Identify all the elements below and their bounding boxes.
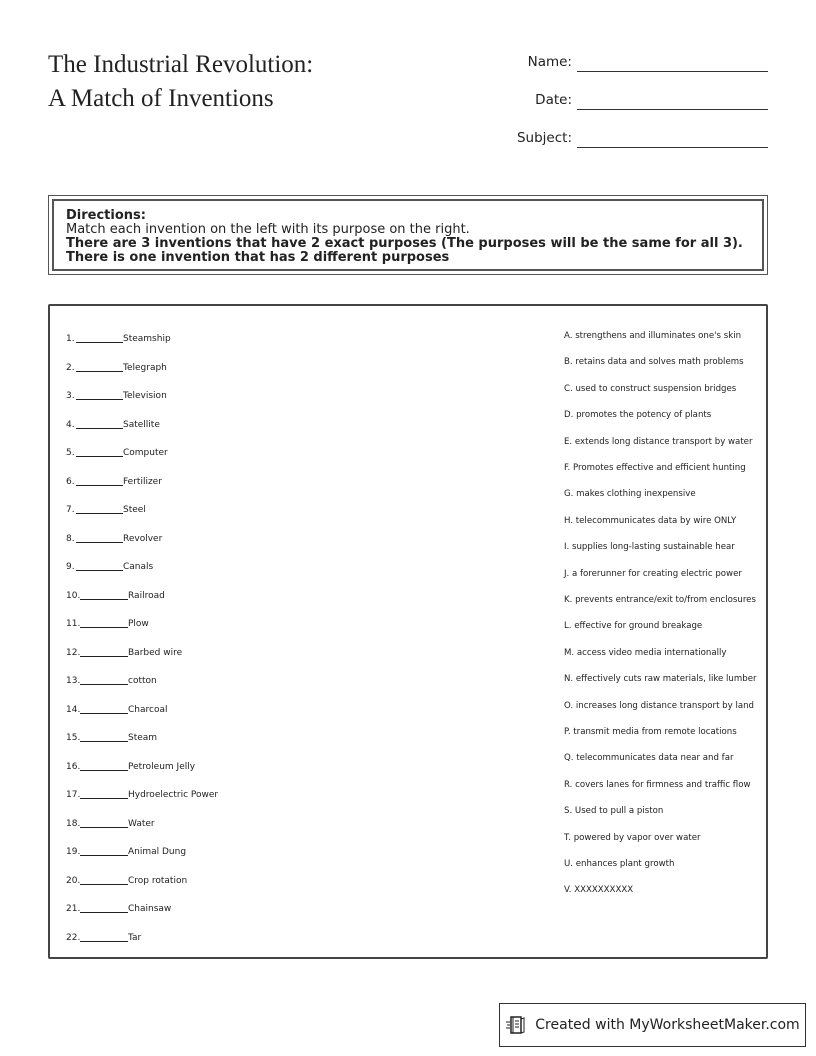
invention-number: 2. bbox=[66, 362, 75, 373]
invention-number: 15. bbox=[66, 733, 81, 743]
invention-row bbox=[66, 758, 306, 772]
footer-text: Created with MyWorksheetMaker.com bbox=[535, 1017, 800, 1033]
invention-number: 5. bbox=[66, 448, 75, 458]
invention-row bbox=[66, 729, 306, 743]
date-label: Date: bbox=[535, 92, 572, 108]
directions-line-1: Match each invention on the left with its purpose on the right. bbox=[66, 222, 470, 237]
invention-name: Chainsaw bbox=[128, 904, 172, 914]
invention-number: 22. bbox=[66, 932, 81, 943]
invention-number: 18. bbox=[66, 818, 81, 829]
invention-name: Plow bbox=[128, 619, 149, 629]
name-field[interactable] bbox=[468, 50, 768, 72]
purpose-item: L. effective for ground breakage bbox=[564, 621, 703, 632]
invention-number: 14. bbox=[66, 704, 81, 715]
invention-row bbox=[66, 701, 306, 715]
invention-number: 12. bbox=[66, 647, 81, 658]
name-line[interactable] bbox=[577, 71, 768, 72]
invention-name: Barbed wire bbox=[128, 647, 183, 658]
purpose-item: C. used to construct suspension bridges bbox=[564, 383, 737, 394]
invention-number: 9. bbox=[66, 562, 75, 572]
invention-name: Revolver bbox=[123, 533, 163, 544]
answer-blank[interactable] bbox=[76, 513, 123, 514]
purpose-item: H. telecommunicates data by wire ONLY bbox=[564, 515, 737, 526]
invention-number: 6. bbox=[66, 476, 75, 487]
invention-row bbox=[66, 359, 306, 373]
invention-number: 17. bbox=[66, 790, 81, 800]
answer-blank[interactable] bbox=[76, 371, 123, 372]
purpose-item: I. supplies long-lasting sustainable hear bbox=[564, 542, 735, 553]
purpose-item: F. Promotes effective and efficient hunting bbox=[564, 463, 746, 473]
answer-blank[interactable] bbox=[76, 485, 123, 486]
invention-number: 20. bbox=[66, 875, 81, 886]
invention-name: Steam bbox=[128, 733, 158, 743]
invention-name: Charcoal bbox=[128, 704, 168, 715]
answer-blank[interactable] bbox=[80, 684, 128, 685]
title-line-2: A Match of Inventions bbox=[48, 85, 274, 112]
subject-label: Subject: bbox=[516, 130, 572, 146]
invention-row bbox=[66, 444, 306, 458]
purpose-item: E. extends long distance transport by water bbox=[564, 436, 753, 447]
purpose-item: J. a forerunner for creating electric power bbox=[564, 568, 742, 579]
answer-blank[interactable] bbox=[80, 884, 128, 885]
answer-blank[interactable] bbox=[80, 912, 128, 913]
invention-name: Television bbox=[123, 391, 167, 401]
answer-blank[interactable] bbox=[76, 399, 123, 400]
directions-inner bbox=[52, 199, 764, 271]
footer-badge[interactable] bbox=[499, 1003, 806, 1047]
answer-blank[interactable] bbox=[80, 627, 128, 628]
invention-name: Steamship bbox=[123, 334, 171, 344]
answer-blank[interactable] bbox=[76, 342, 123, 343]
date-line[interactable] bbox=[577, 109, 768, 110]
answer-blank[interactable] bbox=[76, 542, 123, 543]
answer-blank[interactable] bbox=[80, 599, 128, 600]
invention-row bbox=[66, 387, 306, 401]
invention-row bbox=[66, 473, 306, 487]
invention-name: Railroad bbox=[128, 590, 165, 601]
invention-number: 21. bbox=[66, 904, 81, 914]
invention-number: 7. bbox=[66, 505, 75, 515]
invention-name: Crop rotation bbox=[128, 875, 188, 886]
directions-box bbox=[48, 195, 768, 275]
name-label: Name: bbox=[527, 54, 572, 70]
answer-blank[interactable] bbox=[80, 656, 128, 657]
answer-blank[interactable] bbox=[80, 855, 128, 856]
invention-name: Tar bbox=[128, 932, 142, 943]
purpose-item: K. prevents entrance/exit to/from enclosures bbox=[564, 595, 756, 605]
invention-row bbox=[66, 587, 306, 601]
invention-row bbox=[66, 615, 306, 629]
invention-row bbox=[66, 558, 306, 572]
purpose-item: M. access video media internationally bbox=[564, 647, 727, 658]
invention-row bbox=[66, 786, 306, 800]
subject-line[interactable] bbox=[577, 147, 768, 148]
purpose-item: O. increases long distance transport by land bbox=[564, 700, 755, 711]
invention-name: Petroleum Jelly bbox=[128, 761, 196, 772]
answer-blank[interactable] bbox=[76, 570, 123, 571]
title-line-1: The Industrial Revolution: bbox=[48, 51, 314, 78]
invention-row bbox=[66, 530, 306, 544]
purpose-item: V. XXXXXXXXXX bbox=[564, 885, 634, 896]
directions-line-2: There are 3 inventions that have 2 exact purposes (The purposes will be the same for all 3). bbox=[66, 236, 743, 251]
invention-number: 11. bbox=[66, 619, 81, 629]
purpose-item: U. enhances plant growth bbox=[564, 859, 675, 869]
invention-row bbox=[66, 929, 306, 943]
answer-blank[interactable] bbox=[80, 827, 128, 828]
purpose-item: R. covers lanes for firmness and traffic flow bbox=[564, 779, 751, 790]
invention-number: 16. bbox=[66, 761, 81, 772]
invention-number: 19. bbox=[66, 847, 81, 857]
worksheet-title bbox=[48, 48, 313, 116]
invention-name: Steel bbox=[123, 505, 146, 515]
purpose-item: B. retains data and solves math problems bbox=[564, 357, 744, 368]
book-logo-icon bbox=[505, 1014, 527, 1036]
directions-line-3: There is one invention that has 2 different purposes bbox=[66, 250, 450, 265]
purpose-item: G. makes clothing inexpensive bbox=[564, 489, 696, 500]
answer-blank[interactable] bbox=[80, 798, 128, 799]
purpose-item: T. powered by vapor over water bbox=[564, 832, 701, 843]
answer-blank[interactable] bbox=[80, 741, 128, 742]
invention-number: 10. bbox=[66, 590, 81, 601]
answer-blank[interactable] bbox=[80, 941, 128, 942]
invention-number: 3. bbox=[66, 391, 75, 401]
invention-number: 4. bbox=[66, 419, 75, 430]
invention-row bbox=[66, 815, 306, 829]
invention-number: 8. bbox=[66, 533, 75, 544]
purpose-item: S. Used to pull a piston bbox=[564, 806, 664, 817]
invention-row bbox=[66, 672, 306, 686]
purpose-item: N. effectively cuts raw materials, like lumber bbox=[564, 674, 757, 685]
purpose-item: A. strengthens and illuminates one's skin bbox=[564, 331, 742, 341]
invention-name: Satellite bbox=[123, 419, 160, 430]
answer-blank[interactable] bbox=[80, 770, 128, 771]
invention-name: Hydroelectric Power bbox=[128, 790, 219, 800]
invention-row bbox=[66, 330, 306, 344]
answer-blank[interactable] bbox=[76, 456, 123, 457]
invention-name: Water bbox=[128, 818, 155, 829]
invention-name: Canals bbox=[123, 562, 154, 572]
purpose-item: P. transmit media from remote locations bbox=[564, 727, 737, 737]
invention-name: Telegraph bbox=[123, 362, 167, 373]
answer-blank[interactable] bbox=[80, 713, 128, 714]
invention-name: cotton bbox=[128, 676, 157, 686]
subject-field[interactable] bbox=[468, 126, 768, 148]
invention-name: Animal Dung bbox=[128, 847, 187, 857]
invention-number: 13. bbox=[66, 676, 81, 686]
invention-row bbox=[66, 843, 306, 857]
invention-number: 1. bbox=[66, 334, 75, 344]
answer-blank[interactable] bbox=[76, 428, 123, 429]
invention-name: Fertilizer bbox=[123, 476, 162, 487]
directions-heading: Directions: bbox=[66, 208, 146, 223]
purpose-item: D. promotes the potency of plants bbox=[564, 410, 712, 421]
invention-row bbox=[66, 900, 306, 914]
invention-row bbox=[66, 644, 306, 658]
invention-row bbox=[66, 501, 306, 515]
date-field[interactable] bbox=[468, 88, 768, 110]
invention-row bbox=[66, 416, 306, 430]
invention-name: Computer bbox=[123, 448, 168, 458]
purpose-item: Q. telecommunicates data near and far bbox=[564, 753, 734, 764]
invention-row bbox=[66, 872, 306, 886]
